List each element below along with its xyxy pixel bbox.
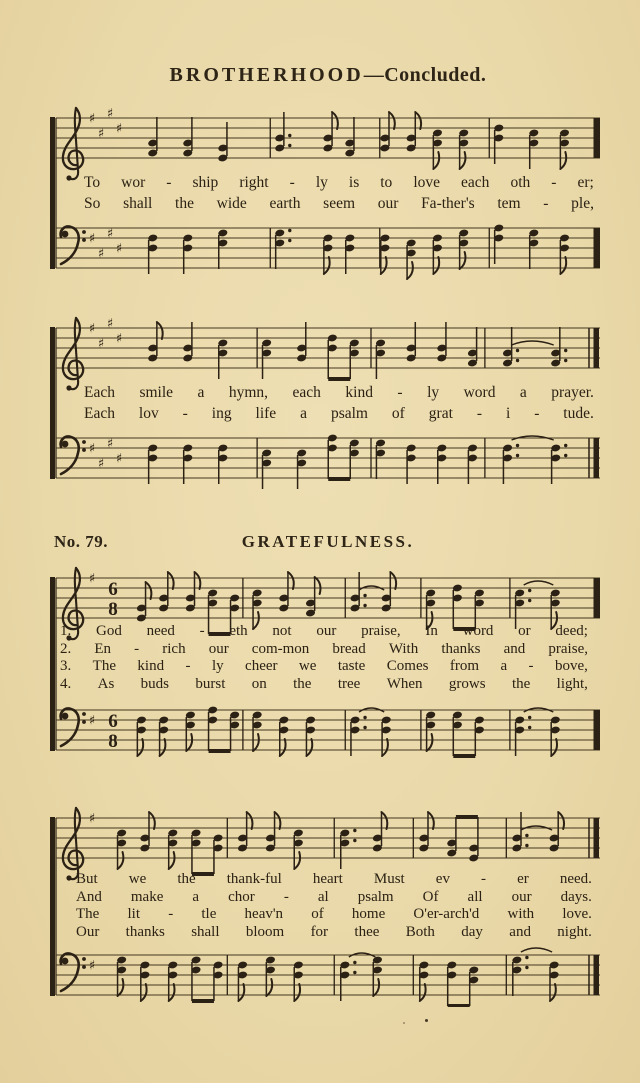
treble-staff	[56, 808, 600, 881]
lyric-line: 1. God need - eth not our praise, In word or deed;	[60, 623, 588, 639]
lyric-line: Each lov - ing life a psalm of grat - i - tude.	[84, 405, 594, 422]
lyric-line: 3. The kind - ly cheer we taste Comes from a - bove,	[60, 658, 588, 674]
bass-staff	[56, 434, 600, 489]
system-left-bar	[50, 117, 55, 269]
lyric-line: Each smile a hymn, each kind - ly word a prayer.	[84, 384, 594, 401]
svg-text:8: 8	[108, 731, 118, 752]
system-left-bar	[50, 817, 55, 996]
system-left-bar	[50, 577, 55, 751]
lyric-line: So shall the wide earth seem our Fa-ther's tem - ple,	[84, 195, 594, 212]
lyrics-brotherhood-1	[84, 172, 594, 214]
svg-text:♯: ♯	[88, 111, 96, 127]
svg-text:6: 6	[108, 711, 118, 732]
treble-staff	[56, 317, 600, 391]
svg-text:♯: ♯	[115, 121, 123, 137]
svg-text:♯: ♯	[88, 571, 96, 587]
page-content	[48, 0, 608, 1083]
svg-text:♯: ♯	[115, 451, 123, 467]
lyrics-gratefulness-2	[76, 871, 592, 941]
svg-text:♯: ♯	[106, 316, 114, 332]
bass-staff	[56, 948, 600, 1006]
svg-text:♯: ♯	[88, 321, 96, 337]
lyric-line: And make a chor - al psalm Of all our days.	[76, 888, 592, 905]
svg-text:♯: ♯	[88, 958, 96, 974]
svg-text:♯: ♯	[97, 336, 105, 352]
lyric-line: But we the thank-ful heart Must ev - er need.	[76, 871, 592, 887]
page-title	[48, 64, 608, 87]
lyric-line: 4. As buds burst on the tree When grows the light,	[60, 675, 588, 692]
bass-staff	[56, 706, 600, 756]
hymn-title-gratefulness: GRATEFULNESS.	[241, 532, 415, 551]
svg-text:♯: ♯	[97, 456, 105, 472]
treble-staff	[56, 107, 600, 181]
lyric-line: To wor - ship right - ly is to love each oth - er;	[84, 174, 594, 191]
svg-text:♯: ♯	[115, 241, 123, 257]
svg-text:♯: ♯	[115, 331, 123, 347]
lyrics-brotherhood-2	[84, 382, 594, 424]
lyric-line: The lit - tle heav'n of home O'er-arch'd with love.	[76, 906, 592, 922]
svg-text:8: 8	[108, 599, 118, 620]
verses-gratefulness	[60, 623, 588, 693]
svg-text:♯: ♯	[97, 246, 105, 262]
svg-text:6: 6	[108, 579, 118, 600]
ink-speck	[425, 1019, 428, 1022]
svg-text:♯: ♯	[88, 811, 96, 827]
section-heading	[48, 532, 608, 556]
bass-staff	[56, 224, 600, 279]
hymn-title: BROTHERHOOD	[169, 64, 364, 86]
svg-text:♯: ♯	[88, 441, 96, 457]
hymn-title-suffix: —Concluded.	[363, 64, 487, 86]
hymn-number: No. 79.	[54, 532, 109, 551]
svg-text:♯: ♯	[106, 226, 114, 242]
svg-text:♯: ♯	[106, 106, 114, 122]
svg-text:♯: ♯	[88, 713, 96, 729]
system-left-bar	[50, 327, 55, 479]
svg-text:♯: ♯	[88, 231, 96, 247]
svg-text:♯: ♯	[106, 436, 114, 452]
lyric-line: Our thanks shall bloom for thee Both day and night.	[76, 923, 592, 940]
svg-text:♯: ♯	[97, 126, 105, 142]
lyric-line: 2. En - rich our com-mon bread With thanks and praise,	[60, 640, 588, 657]
ink-speck	[403, 1022, 405, 1024]
